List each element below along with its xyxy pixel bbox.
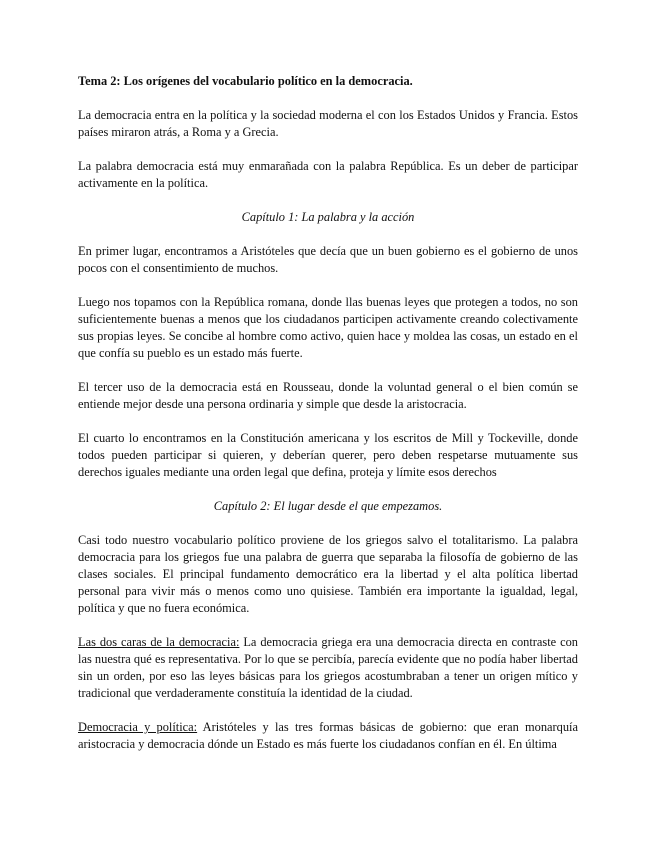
section-label-two-faces: Las dos caras de la democracia:	[78, 635, 240, 649]
paragraph-5: El tercer uso de la democracia está en Rousseau, donde la voluntad general o el bien común se entiende mejor desde una persona ordinaria y simple que desde la aristocracia.	[78, 380, 578, 411]
paragraph-9-text: Aristóteles y las tres formas básicas de gobierno: que eran monarquía aristocracia y democracia dónde un Estado es más fuerte los ciudadanos confían en él. En última	[78, 720, 579, 751]
paragraph-7: Casi todo nuestro vocabulario político proviene de los griegos salvo el totalitarismo. La palabra democracia para los griegos fue una palabra de guerra que separaba la filosofía de gobierno de las clases sociales. El principal fundamento democrático era la libertad y el alta política libertad personal para vivir más o menos como uno quisiese. También era importante la igualdad, legal, política y que no fuera económica.	[78, 533, 578, 615]
chapter-1-heading: Capítulo 1: La palabra y la acción	[241, 210, 415, 224]
paragraph-4: Luego nos topamos con la República romana, donde llas buenas leyes que protegen a todos, no son suficientemente buenas a menos que los ciudadanos participen activamente creando colectivamente sus propias leyes. Se concibe al hombre como activo, quien hace y moldea las cosas, un estado en el que confía su pueblo es un estado más fuerte.	[78, 295, 578, 360]
paragraph-8	[78, 634, 578, 702]
section-label-democracy-politics: Democracia y política:	[78, 720, 198, 734]
document-title: Tema 2: Los orígenes del vocabulario político en la democracia.	[78, 74, 413, 88]
document-page	[78, 73, 578, 770]
paragraph-8-text: La democracia griega era una democracia directa en contraste con las nuestra qué es representativa. Por lo que se percibía, parecía evidente que no podía haber libertad sin un orden, por eso las leyes básicas para los griegos acostumbraban a tener un origen mítico y tradicional que verdaderamente constituía la identidad de la ciudad.	[78, 635, 578, 700]
paragraph-6: El cuarto lo encontramos en la Constitución americana y los escritos de Mill y Tockeville, donde todos pueden participar si quieren, y deberían querer, pero deben respetarse mutuamente sus derechos iguales mediante una orden legal que defina, proteja y límite esos derechos	[78, 431, 578, 479]
chapter-2-heading: Capítulo 2: El lugar desde el que empezamos.	[213, 499, 443, 513]
paragraph-3: En primer lugar, encontramos a Aristóteles que decía que un buen gobierno es el gobierno de unos pocos con el consentimiento de muchos.	[78, 244, 578, 275]
paragraph-2: La palabra democracia está muy enmarañada con la palabra República. Es un deber de participar activamente en la política.	[78, 159, 578, 190]
paragraph-1: La democracia entra en la política y la sociedad moderna el con los Estados Unidos y Francia. Estos países miraron atrás, a Roma y a Grecia.	[78, 108, 578, 139]
paragraph-9	[78, 719, 578, 753]
